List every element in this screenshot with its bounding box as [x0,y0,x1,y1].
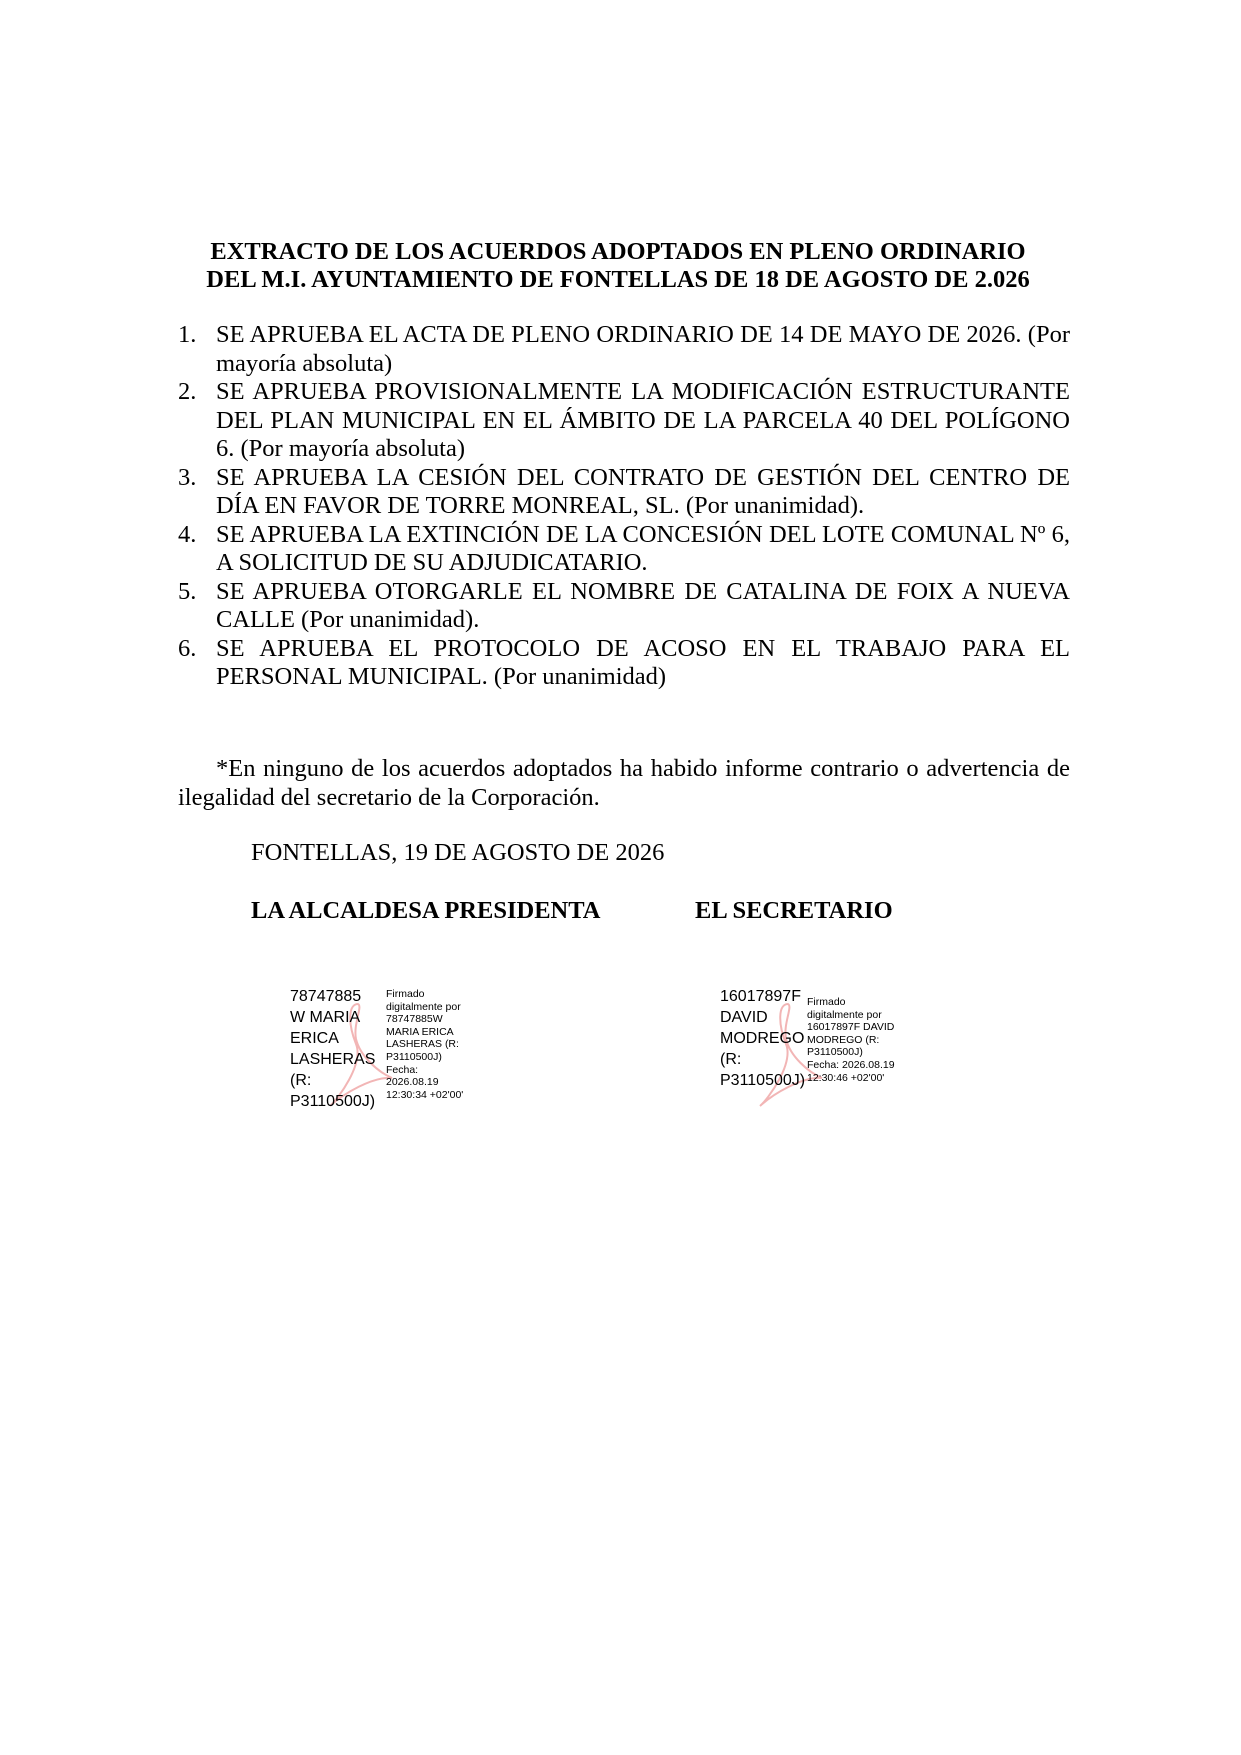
legal-note: *En ninguno de los acuerdos adoptados ha habido informe contrario o advertencia de ilegalidad del secretario de la Corporación. [178,755,1070,811]
signer-title-mayor: LA ALCALDESA PRESIDENTA [251,897,601,924]
agreement-item-3 [178,464,1070,521]
item-number: 2. [178,378,197,405]
signer-title-secretary: EL SECRETARIO [695,897,893,924]
item-text: SE APRUEBA LA EXTINCIÓN DE LA CONCESIÓN DEL LOTE COMUNAL Nº 6, A SOLICITUD DE SU ADJUDICATARIO. [216,520,1070,576]
item-number: 1. [178,321,197,348]
item-number: 3. [178,463,197,491]
place-date: FONTELLAS, 19 DE AGOSTO DE 2026 [251,839,665,866]
signature-name: 78747885 W MARIA ERICA LASHERAS (R: P3110500J) [290,988,376,1110]
item-text: SE APRUEBA LA CESIÓN DEL CONTRATO DE GESTIÓN DEL CENTRO DE DÍA EN FAVOR DE TORRE MONREAL, SL. (Por unanimidad). [216,463,1070,519]
digital-signature-secretary [720,986,920,1096]
item-text: SE APRUEBA EL ACTA DE PLENO ORDINARIO DE 14 DE MAYO DE 2026. (Por mayoría absoluta) [216,321,1070,377]
item-number: 4. [178,520,197,548]
signature-details: Firmado digitalmente por 16017897F DAVID MODREGO (R: P3110500J) Fecha: 2026.08.19 12:30:46 +02'00' [807,996,895,1084]
item-text: SE APRUEBA PROVISIONALMENTE LA MODIFICACIÓN ESTRUCTURANTE DEL PLAN MUNICIPAL EN EL ÁMBITO DE LA PARCELA 40 DEL POLÍGONO 6. (Por mayoría absoluta) [216,378,1070,462]
agreement-item-4 [178,521,1070,578]
item-number: 6. [178,634,197,662]
agreement-item-5 [178,578,1070,635]
item-number: 5. [178,577,197,605]
digital-signature-mayor [290,986,490,1126]
item-text: SE APRUEBA OTORGARLE EL NOMBRE DE CATALINA DE FOIX A NUEVA CALLE (Por unanimidad). [216,577,1070,633]
item-text: SE APRUEBA EL PROTOCOLO DE ACOSO EN EL TRABAJO PARA EL PERSONAL MUNICIPAL. (Por unanimidad) [216,634,1070,690]
agreement-item-1 [178,321,1070,378]
document-title [150,238,1086,294]
agreement-item-2 [178,378,1070,464]
title-line-1: EXTRACTO DE LOS ACUERDOS ADOPTADOS EN PLENO ORDINARIO [210,238,1026,265]
signature-details: Firmado digitalmente por 78747885W MARIA ERICA LASHERAS (R: P3110500J) Fecha: 2026.08.19 12:30:34 +02'00' [386,988,464,1101]
title-line-2: DEL M.I. AYUNTAMIENTO DE FONTELLAS DE 18 DE AGOSTO DE 2.026 [206,266,1030,293]
agreements-list [178,321,1070,692]
agreement-item-6 [178,635,1070,692]
signature-name: 16017897F DAVID MODREGO (R: P3110500J) [720,988,806,1089]
